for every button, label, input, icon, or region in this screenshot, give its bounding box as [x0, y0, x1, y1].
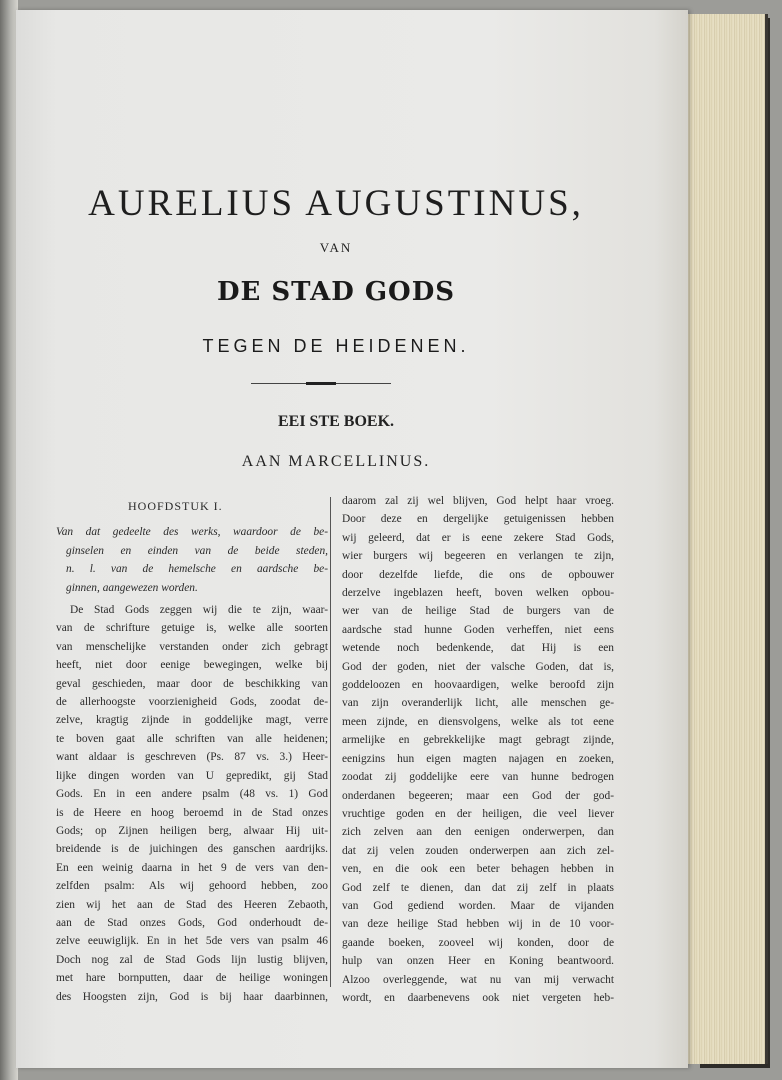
text-line: door dezelfde liefde, die ons de opbouwer	[342, 568, 614, 581]
chapter-summary	[56, 523, 328, 597]
text-line: God zelf te dienen, dan dat zij zelf in plaats	[342, 881, 614, 894]
text-line: Alzoo overleggende, wat nu van mij verwacht	[342, 973, 614, 986]
text-line: zelfden psalm: Als wij gehoord hebben, zoo	[56, 880, 328, 893]
text-line: breidende is de juichingen des ganschen aardrijks.	[56, 843, 328, 856]
van-label: VAN	[319, 240, 353, 255]
text-line: wier burgers wij begeeren en verlangen te zijn,	[342, 550, 614, 563]
text-line: God der goden, niet der valsche Goden, dat is,	[342, 660, 614, 673]
text-line: want aldaar is geschreven (Ps. 87 vs. 3.) Heer-	[56, 751, 328, 764]
text-line: is de Heere en hoog beroemd in de Stad onzes	[56, 806, 328, 819]
text-line: aan de Stad onzes Gods, God onderhoudt de-	[56, 916, 328, 929]
work-subtitle: TEGEN DE HEIDENEN.	[202, 336, 470, 356]
text-line: gaande boeken, zooveel wij konden, door de	[342, 936, 614, 949]
text-line: zien wij het aan de Stad des Heeren Zebaoth,	[56, 898, 328, 911]
text-line: En een weinig daarna in het 9 de vers van den-	[56, 861, 328, 874]
text-line: Gods; op Zijnen heiligen berg, alwaar Hij uit-	[56, 824, 328, 837]
text-line: van menschelijke verstanden onder zich gebragt	[56, 640, 328, 653]
text-line: derzelve ingeblazen heeft, boven welken opbou-	[342, 587, 614, 600]
text-line: Door deze en dergelijke getuigenissen hebben	[342, 513, 614, 526]
text-line: armelijke en gebrekkelijke magt gebragt zijnde,	[342, 734, 614, 747]
text-line: wer van de heilige Stad de burgers van de	[342, 605, 614, 618]
text-line: vruchtige goden en der heiligen, die veel liever	[342, 807, 614, 820]
text-line: onderdanen begeeren; maar een God der god-	[342, 789, 614, 802]
column-divider	[330, 497, 331, 987]
summary-line: ginselen en einden van de beide steden,	[66, 544, 328, 557]
text-line: de allerhoogste voorzienigheid Gods, zoodat de-	[56, 696, 328, 709]
book-page	[16, 10, 688, 1068]
ornamental-rule-center	[306, 382, 336, 385]
text-line: zelve, kragtig zijnde in goddelijke magt, verre	[56, 714, 328, 727]
dedication-heading: AAN MARCELLINUS.	[241, 453, 431, 470]
text-line: goddeloozen en hoovaardigen, welke beroofd zijn	[342, 679, 614, 692]
book-heading: EEI STE BOEK.	[277, 413, 395, 430]
text-line: meen zijnde, en diensvolgens, welke als tot eene	[342, 715, 614, 728]
text-line: dat zij velen zouden onderwerpen aan zich zel-	[342, 844, 614, 857]
text-column-left	[56, 497, 328, 1006]
text-line: van zijn overanderlijk licht, alle menschen ge-	[342, 697, 614, 710]
text-line: ven, en die ook een beter behagen hebben in	[342, 863, 614, 876]
work-title: DE STAD GODS	[216, 277, 456, 307]
text-line: eenigzins hun eigen magten najagen en zoeken,	[342, 752, 614, 765]
text-line: van deze heilige Stad hebben wij in de 10 voor-	[342, 918, 614, 931]
author-title: AURELIUS AUGUSTINUS,	[88, 183, 584, 224]
text-line: wordt, en daarbenevens ook niet vergeten heb-	[342, 991, 614, 1004]
text-column-right	[342, 492, 614, 1007]
text-line: wij geleerd, dat er is eene zekere Stad Gods,	[342, 531, 614, 544]
text-line: De Stad Gods zeggen wij die te zijn, waar-	[70, 604, 328, 617]
text-line: geval geschieden, maar door de beschikking van	[56, 677, 328, 690]
text-line: aardsche stad hunne Goden verheffen, niet eens	[342, 623, 614, 636]
summary-line: ginnen, aangewezen worden.	[66, 581, 198, 594]
text-line: hulp van onzen Heer en Koning beantwoord.	[342, 955, 614, 968]
text-line: zoodat zij goddelijke eere van hunne bedrogen	[342, 771, 614, 784]
text-line: heeft, niet door eenige bewegingen, welke bij	[56, 659, 328, 672]
text-line: met hare bornputten, daar de heilige woningen	[56, 972, 328, 985]
summary-line: Van dat gedeelte des werks, waardoor de be-	[56, 526, 328, 539]
text-line: zich zelven aan den eenigen onderwerpen, dan	[342, 826, 614, 839]
text-line: te boven gaat alle schriften van alle heidenen;	[56, 732, 328, 745]
text-line: des Hoogsten zijn, God is bij haar daarbinnen,	[56, 990, 328, 1003]
text-line: van God gediend worden. Maar de vijanden	[342, 899, 614, 912]
text-line: Gods. En in een andere psalm (48 vs. 1) God	[56, 788, 328, 801]
text-line: zelve eeuwiglijk. En in het 5de vers van psalm 46	[56, 935, 328, 948]
text-line: daarom zal zij wel blijven, God helpt haar vroeg.	[342, 495, 614, 507]
text-line: Doch nog zal de Stad Gods lijn lustig blijven,	[56, 953, 328, 966]
chapter-heading: HOOFDSTUK I.	[128, 499, 223, 513]
text-line: van de schrifture getuige is, welke alle soorten	[56, 622, 328, 635]
text-line: lijke dingen worden van U gepredikt, gij Stad	[56, 769, 328, 782]
text-line: wetende noch bedenkende, dat Hij is een	[342, 642, 614, 655]
summary-line: n. l. van de hemelsche en aardsche be-	[66, 563, 328, 576]
